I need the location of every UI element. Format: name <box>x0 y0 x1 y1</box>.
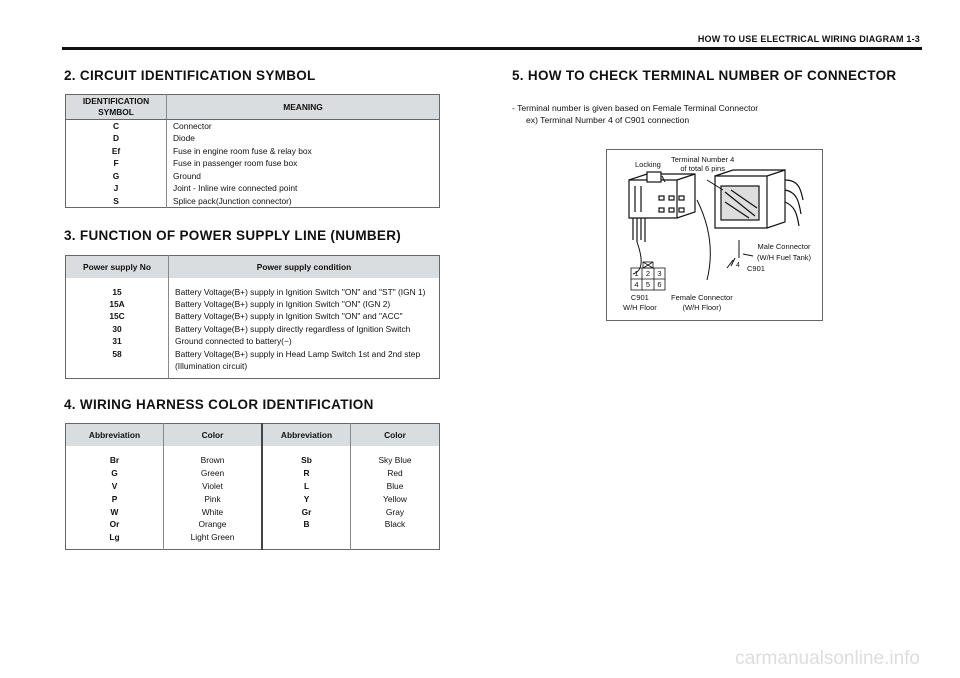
color-cell: Brown <box>164 454 263 467</box>
header-divider <box>62 47 922 50</box>
table-spacer-row <box>66 446 440 454</box>
spacer-cell <box>66 544 164 550</box>
power-no-cell: 15 <box>66 286 169 298</box>
power-supply-table <box>65 255 440 379</box>
table-row <box>66 286 440 298</box>
pin-number-4: 4 <box>634 280 639 289</box>
table-spacer-row <box>66 278 440 286</box>
col-header-abbr-1: Abbreviation <box>66 424 164 446</box>
color-cell: Violet <box>164 479 263 492</box>
color-cell: Sky Blue <box>378 454 412 465</box>
meaning-cell: Fuse in passenger room fuse box <box>173 158 298 169</box>
color-cell: Blue <box>386 480 404 491</box>
table-spacer-row <box>66 372 440 378</box>
table-row <box>66 145 440 158</box>
color-cell: Pink <box>164 492 263 505</box>
table-row <box>66 454 440 467</box>
pin-number-6: 6 <box>657 280 662 289</box>
empty-cell <box>351 531 440 544</box>
abbr-cell: L <box>262 479 351 492</box>
table-row <box>66 157 440 170</box>
pin-number-3: 3 <box>657 269 662 278</box>
table-row <box>66 310 440 322</box>
female-connector-line-1: Female Connector <box>671 293 733 302</box>
table-row <box>66 347 440 359</box>
power-no-cell <box>66 360 169 372</box>
spacer-cell <box>262 446 351 454</box>
col-header-abbr-2: Abbreviation <box>262 424 351 446</box>
power-no-cell: 15C <box>66 310 169 322</box>
table-row <box>66 531 440 544</box>
meaning-cell: Joint - Inline wire connected point <box>173 183 298 194</box>
female-connector-label <box>671 293 733 313</box>
abbr-cell: Br <box>66 454 164 467</box>
watermark: carmanualsonline.info <box>735 648 920 669</box>
symbol-cell: F <box>66 157 167 170</box>
terminal-number-line-2: of total 6 pins <box>680 164 725 173</box>
color-cell: Red <box>387 467 403 478</box>
spacer-cell <box>66 278 169 286</box>
terminal-note-line-1: - Terminal number is given based on Female Terminal Connector <box>512 103 759 113</box>
abbr-cell: W <box>66 505 164 518</box>
symbol-cell: S <box>66 195 167 208</box>
symbol-cell: D <box>66 132 167 145</box>
circuit-symbol-table <box>65 94 440 208</box>
symbol-cell: C <box>66 120 167 133</box>
power-cond-cell: Battery Voltage(B+) supply in Head Lamp Switch 1st and 2nd step <box>175 348 421 359</box>
spacer-cell <box>169 278 440 286</box>
power-cond-cell: Ground connected to battery(−) <box>175 336 292 347</box>
symbol-cell: J <box>66 182 167 195</box>
table-row <box>66 182 440 195</box>
table-spacer-row <box>66 544 440 550</box>
harness-color-table <box>65 423 440 550</box>
color-cell: Black <box>384 519 406 530</box>
spacer-cell <box>66 372 169 378</box>
col-header-color-2: Color <box>351 424 440 446</box>
spacer-cell <box>351 544 440 550</box>
male-connector-label <box>757 241 811 263</box>
c901-left-line-2: W/H Floor <box>623 303 657 312</box>
table-row <box>66 120 440 133</box>
meaning-cell: Fuse in engine room fuse & relay box <box>173 145 312 156</box>
meaning-cell: Splice pack(Junction connector) <box>173 195 292 206</box>
meaning-cell: Diode <box>173 133 195 144</box>
table-row <box>66 132 440 145</box>
empty-cell <box>262 531 351 544</box>
table-row <box>66 335 440 347</box>
connector-diagram <box>606 149 823 321</box>
col-header-color-1: Color <box>164 424 263 446</box>
spacer-cell <box>66 446 164 454</box>
power-cond-cell: Battery Voltage(B+) supply in Ignition Switch "ON" (IGN 2) <box>175 299 391 310</box>
terminal-number-label <box>671 155 734 173</box>
power-cond-cell: Battery Voltage(B+) supply directly regardless of Ignition Switch <box>175 323 411 334</box>
meaning-cell: Ground <box>173 170 201 181</box>
female-connector-line-2: (W/H Floor) <box>682 303 722 312</box>
power-cond-cell: (Illumination circuit) <box>175 361 248 372</box>
spacer-cell <box>262 544 351 550</box>
pin-number-2: 2 <box>645 269 651 278</box>
abbr-cell: Y <box>262 492 351 505</box>
abbr-cell: B <box>262 518 351 531</box>
table-row <box>66 170 440 183</box>
col-header-power-no: Power supply No <box>66 256 169 278</box>
table-row <box>66 479 440 492</box>
abbr-cell: Sb <box>262 454 351 467</box>
table-row <box>66 298 440 310</box>
pin-number-1: 1 <box>634 269 639 278</box>
color-cell: Yellow <box>383 493 407 504</box>
table-row <box>66 492 440 505</box>
color-cell: Orange <box>164 518 263 531</box>
col-header-meaning: MEANING <box>167 95 440 120</box>
spacer-cell <box>164 544 263 550</box>
section-4-title: 4. WIRING HARNESS COLOR IDENTIFICATION <box>64 397 374 412</box>
terminal-note-line-2: ex) Terminal Number 4 of C901 connection <box>526 115 690 125</box>
pin-4-label: 4 <box>736 262 740 269</box>
meaning-cell: Connector <box>173 121 212 131</box>
power-cond-cell: Battery Voltage(B+) supply in Ignition Switch "ON" and "ACC" <box>175 311 403 322</box>
color-cell: Gray <box>385 506 405 517</box>
female-connector-drawing <box>629 172 695 242</box>
c901-right-label: C901 <box>747 264 765 273</box>
abbr-cell: Lg <box>66 531 164 544</box>
abbr-cell: V <box>66 479 164 492</box>
abbr-cell: Or <box>66 518 164 531</box>
locking-label: Locking <box>635 160 661 169</box>
power-no-cell: 15A <box>66 298 169 310</box>
section-3-title: 3. FUNCTION OF POWER SUPPLY LINE (NUMBER) <box>64 228 402 243</box>
terminal-number-line-1: Terminal Number 4 <box>671 155 735 164</box>
table-row <box>66 466 440 479</box>
table-row <box>66 195 440 208</box>
power-no-cell: 58 <box>66 347 169 359</box>
power-no-cell: 30 <box>66 323 169 335</box>
table-row <box>66 323 440 335</box>
spacer-cell <box>169 372 440 378</box>
page-header-title: HOW TO USE ELECTRICAL WIRING DIAGRAM 1-3 <box>697 34 920 44</box>
c901-left-label <box>623 293 657 313</box>
spacer-cell <box>164 446 263 454</box>
col-header-symbol: IDENTIFICATION SYMBOL <box>66 95 167 120</box>
color-cell: White <box>164 505 263 518</box>
male-connector-line-2: (W/H Fuel Tank) <box>757 253 812 262</box>
table-row <box>66 505 440 518</box>
color-cell: Light Green <box>164 531 263 544</box>
abbr-cell: P <box>66 492 164 505</box>
abbr-cell: R <box>262 466 351 479</box>
power-cond-cell: Battery Voltage(B+) supply in Ignition Switch "ON" and "ST" (IGN 1) <box>175 286 426 297</box>
abbr-cell: Gr <box>262 505 351 518</box>
male-connector-line-1: Male Connector <box>757 242 811 251</box>
pin-number-5: 5 <box>645 280 651 289</box>
color-cell: Green <box>164 466 263 479</box>
c901-left-line-1: C901 <box>630 293 649 302</box>
power-no-cell: 31 <box>66 335 169 347</box>
terminal-note <box>512 102 758 126</box>
abbr-cell: G <box>66 466 164 479</box>
male-connector-drawing <box>715 170 803 228</box>
spacer-cell <box>351 446 440 454</box>
col-header-power-cond: Power supply condition <box>169 256 440 278</box>
section-2-title: 2. CIRCUIT IDENTIFICATION SYMBOL <box>64 68 316 83</box>
table-row <box>66 518 440 531</box>
symbol-cell: Ef <box>66 145 167 158</box>
section-5-title: 5. HOW TO CHECK TERMINAL NUMBER OF CONNECTOR <box>512 68 897 83</box>
pin-number-grid <box>631 268 665 290</box>
symbol-cell: G <box>66 170 167 183</box>
table-row <box>66 360 440 372</box>
